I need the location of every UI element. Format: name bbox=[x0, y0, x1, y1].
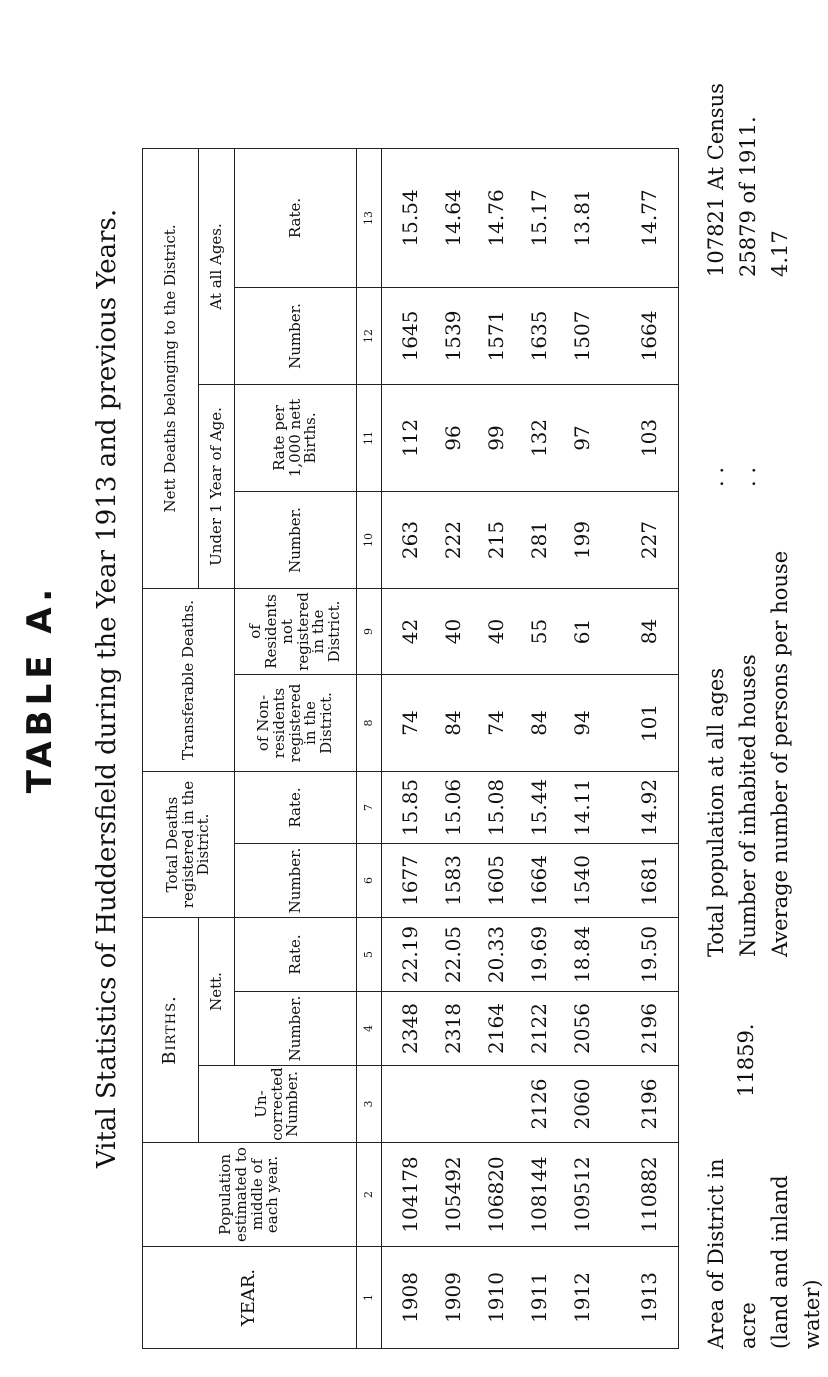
table-title: TABLE A. bbox=[20, 583, 60, 794]
header-all-number: Number. bbox=[235, 287, 357, 384]
table-cell: 15.06 bbox=[441, 778, 465, 837]
area-value: 11859. bbox=[734, 1023, 758, 1097]
table-cell: 84 bbox=[441, 710, 465, 736]
census-note: At Census bbox=[704, 83, 728, 191]
census-values bbox=[700, 37, 796, 277]
table-cell: 227 bbox=[637, 520, 661, 560]
table-cell: 97 bbox=[570, 425, 594, 451]
table-cell bbox=[389, 1066, 432, 1142]
header-deaths-rate: Rate. bbox=[235, 771, 357, 843]
table-cell: 14.92 bbox=[637, 778, 661, 837]
table-cell: 1635 bbox=[527, 310, 551, 362]
table-cell: 1913 bbox=[637, 1272, 661, 1323]
census-value: 25879 bbox=[736, 210, 760, 277]
table-cell: 132 bbox=[527, 418, 551, 458]
table-cell: 42 bbox=[398, 618, 422, 645]
table-cell: 61 bbox=[570, 618, 594, 645]
table-cell: 2056 bbox=[570, 1003, 594, 1054]
census-label: Number of inhabited houses bbox=[736, 654, 760, 957]
header-births-rate: Rate. bbox=[235, 917, 357, 991]
header-nett: Nett. bbox=[199, 917, 235, 1065]
table-cell: 55 bbox=[527, 618, 551, 645]
table-cell: 199 bbox=[570, 520, 594, 560]
table-cell: 20.33 bbox=[484, 925, 508, 984]
table-cell: 1540 bbox=[570, 855, 594, 906]
census-value: 4.17 bbox=[768, 230, 792, 277]
year-column bbox=[382, 1247, 679, 1349]
header-transferable: Transferable Deaths. bbox=[143, 588, 235, 771]
table-cell: 2348 bbox=[398, 1003, 422, 1054]
census-labels bbox=[700, 317, 796, 957]
table-cell: 1910 bbox=[484, 1272, 508, 1323]
column-number: 8 bbox=[357, 674, 382, 771]
table-subtitle: Vital Statistics of Huddersfield during the Year 1913 and previous Years. bbox=[92, 208, 122, 1169]
column-number: 3 bbox=[357, 1066, 382, 1143]
table-cell: 96 bbox=[441, 425, 465, 451]
table-cell: 15.17 bbox=[527, 189, 551, 247]
column-number: 7 bbox=[357, 771, 382, 843]
column-number: 13 bbox=[357, 148, 382, 287]
header-uncorrected: Un-corrected Number. bbox=[199, 1066, 357, 1143]
table-cell: 215 bbox=[484, 520, 508, 560]
column-number: 2 bbox=[357, 1143, 382, 1247]
table-cell: 94 bbox=[570, 710, 594, 736]
all-ages-rate-column bbox=[382, 148, 679, 287]
table-cell: 105492 bbox=[441, 1156, 465, 1233]
dot-leader: . . bbox=[704, 466, 728, 487]
table-cell: 109512 bbox=[570, 1156, 594, 1233]
census-value: 107821 bbox=[704, 196, 728, 277]
table-cell: 19.69 bbox=[527, 925, 551, 984]
column-number: 4 bbox=[357, 992, 382, 1066]
column-number: 1 bbox=[357, 1247, 382, 1349]
table-cell: 1605 bbox=[484, 855, 508, 906]
table-cell: 15.54 bbox=[398, 189, 422, 247]
header-deaths-number: Number. bbox=[235, 843, 357, 917]
table-cell: 2126 bbox=[527, 1078, 551, 1130]
residents-column bbox=[382, 588, 679, 674]
table-cell: 1677 bbox=[398, 855, 422, 906]
infant-rate-column bbox=[382, 384, 679, 491]
table-cell: 112 bbox=[398, 418, 422, 458]
table-cell: 103 bbox=[637, 418, 661, 458]
table-cell: 14.77 bbox=[637, 189, 661, 247]
table-cell: 2164 bbox=[484, 1003, 508, 1054]
table-cell: 108144 bbox=[527, 1156, 551, 1233]
table-cell: 13.81 bbox=[570, 189, 594, 247]
table-cell: 1539 bbox=[441, 310, 465, 362]
table-cell: 22.19 bbox=[398, 925, 422, 984]
column-number: 11 bbox=[357, 384, 382, 491]
table-cell: 1912 bbox=[570, 1272, 594, 1323]
table-cell: 101 bbox=[637, 703, 661, 743]
table-cell: 1909 bbox=[441, 1272, 465, 1323]
births-rate-column bbox=[382, 917, 679, 991]
table-cell: 2122 bbox=[527, 1003, 551, 1054]
all-ages-number-column bbox=[382, 287, 679, 384]
header-under-1: Under 1 Year of Age. bbox=[199, 384, 235, 588]
header-all-ages: At all Ages. bbox=[199, 148, 235, 384]
table-cell: 99 bbox=[484, 425, 508, 451]
table-cell: 1583 bbox=[441, 855, 465, 906]
column-number: 5 bbox=[357, 917, 382, 991]
table-cell: 2196 bbox=[637, 1078, 661, 1130]
table-cell: 110882 bbox=[637, 1156, 661, 1233]
dot-leader: . . bbox=[736, 466, 760, 487]
table-cell: 222 bbox=[441, 520, 465, 560]
header-total-deaths: Total Deaths registered in the District. bbox=[143, 771, 235, 917]
vital-statistics-table bbox=[142, 148, 679, 1349]
table-cell: 1571 bbox=[484, 310, 508, 362]
table-cell: 22.05 bbox=[441, 925, 465, 984]
population-column bbox=[382, 1143, 679, 1247]
infant-number-column bbox=[382, 491, 679, 588]
area-label-line: (land and inland bbox=[768, 1175, 792, 1349]
area-label-line: water) bbox=[800, 1279, 824, 1349]
table-cell: 2196 bbox=[637, 1003, 661, 1054]
table-cell: 1908 bbox=[398, 1272, 422, 1323]
deaths-rate-column bbox=[382, 771, 679, 843]
census-label: Total population at all ages bbox=[704, 667, 728, 957]
table-cell: 19.50 bbox=[637, 925, 661, 984]
table-cell: 1681 bbox=[637, 855, 661, 906]
table-cell: 1664 bbox=[527, 855, 551, 906]
table-cell: 74 bbox=[484, 710, 508, 736]
table-cell: 263 bbox=[398, 520, 422, 560]
table-cell: 84 bbox=[527, 710, 551, 736]
births-number-column bbox=[382, 992, 679, 1066]
table-cell: 84 bbox=[637, 618, 661, 645]
table-cell bbox=[475, 1066, 518, 1142]
deaths-number-column bbox=[382, 843, 679, 917]
table-cell: 18.84 bbox=[570, 925, 594, 984]
header-non-residents: of Non-residents registered in the District. bbox=[235, 674, 357, 771]
table-cell: 106820 bbox=[484, 1156, 508, 1233]
header-all-rate: Rate. bbox=[235, 148, 357, 287]
area-label bbox=[700, 1109, 828, 1349]
table-cell: 2060 bbox=[570, 1078, 594, 1130]
column-number: 10 bbox=[357, 491, 382, 588]
header-year: YEAR. bbox=[143, 1247, 357, 1349]
column-number: 12 bbox=[357, 287, 382, 384]
header-residents: of Residents not registered in the District. bbox=[235, 588, 357, 674]
table-cell: 1911 bbox=[527, 1272, 551, 1323]
column-number: 9 bbox=[357, 588, 382, 674]
table-cell: 1664 bbox=[637, 310, 661, 362]
area-label-line: Area of District in acre bbox=[704, 1158, 760, 1349]
header-births-number: Number. bbox=[235, 992, 357, 1066]
table-cell: 14.64 bbox=[441, 189, 465, 247]
table-cell: 40 bbox=[484, 618, 508, 645]
table-cell: 74 bbox=[398, 710, 422, 736]
header-infant-rate: Rate per 1,000 nett Births. bbox=[235, 384, 357, 491]
table-cell: 2318 bbox=[441, 1003, 465, 1054]
header-infant-number: Number. bbox=[235, 491, 357, 588]
table-cell: 1645 bbox=[398, 310, 422, 362]
table-cell: 104178 bbox=[398, 1156, 422, 1233]
table-cell: 14.76 bbox=[484, 189, 508, 247]
column-number: 6 bbox=[357, 843, 382, 917]
header-births: Births. bbox=[143, 917, 199, 1142]
header-nett-deaths: Nett Deaths belonging to the District. bbox=[143, 148, 199, 588]
non-residents-column bbox=[382, 674, 679, 771]
table-cell bbox=[432, 1066, 475, 1142]
header-population: Population estimated to middle of each year. bbox=[143, 1143, 357, 1247]
table-cell: 14.11 bbox=[570, 778, 594, 837]
uncorrected-births-column bbox=[382, 1066, 679, 1143]
table-cell: 281 bbox=[527, 520, 551, 560]
table-cell: 15.44 bbox=[527, 778, 551, 837]
table-cell: 40 bbox=[441, 618, 465, 645]
table-cell: 15.08 bbox=[484, 778, 508, 837]
table-cell: 1507 bbox=[570, 310, 594, 362]
table-cell: 15.85 bbox=[398, 778, 422, 837]
census-label: Average number of persons per house bbox=[768, 550, 792, 957]
census-note: of 1911. bbox=[736, 116, 760, 204]
